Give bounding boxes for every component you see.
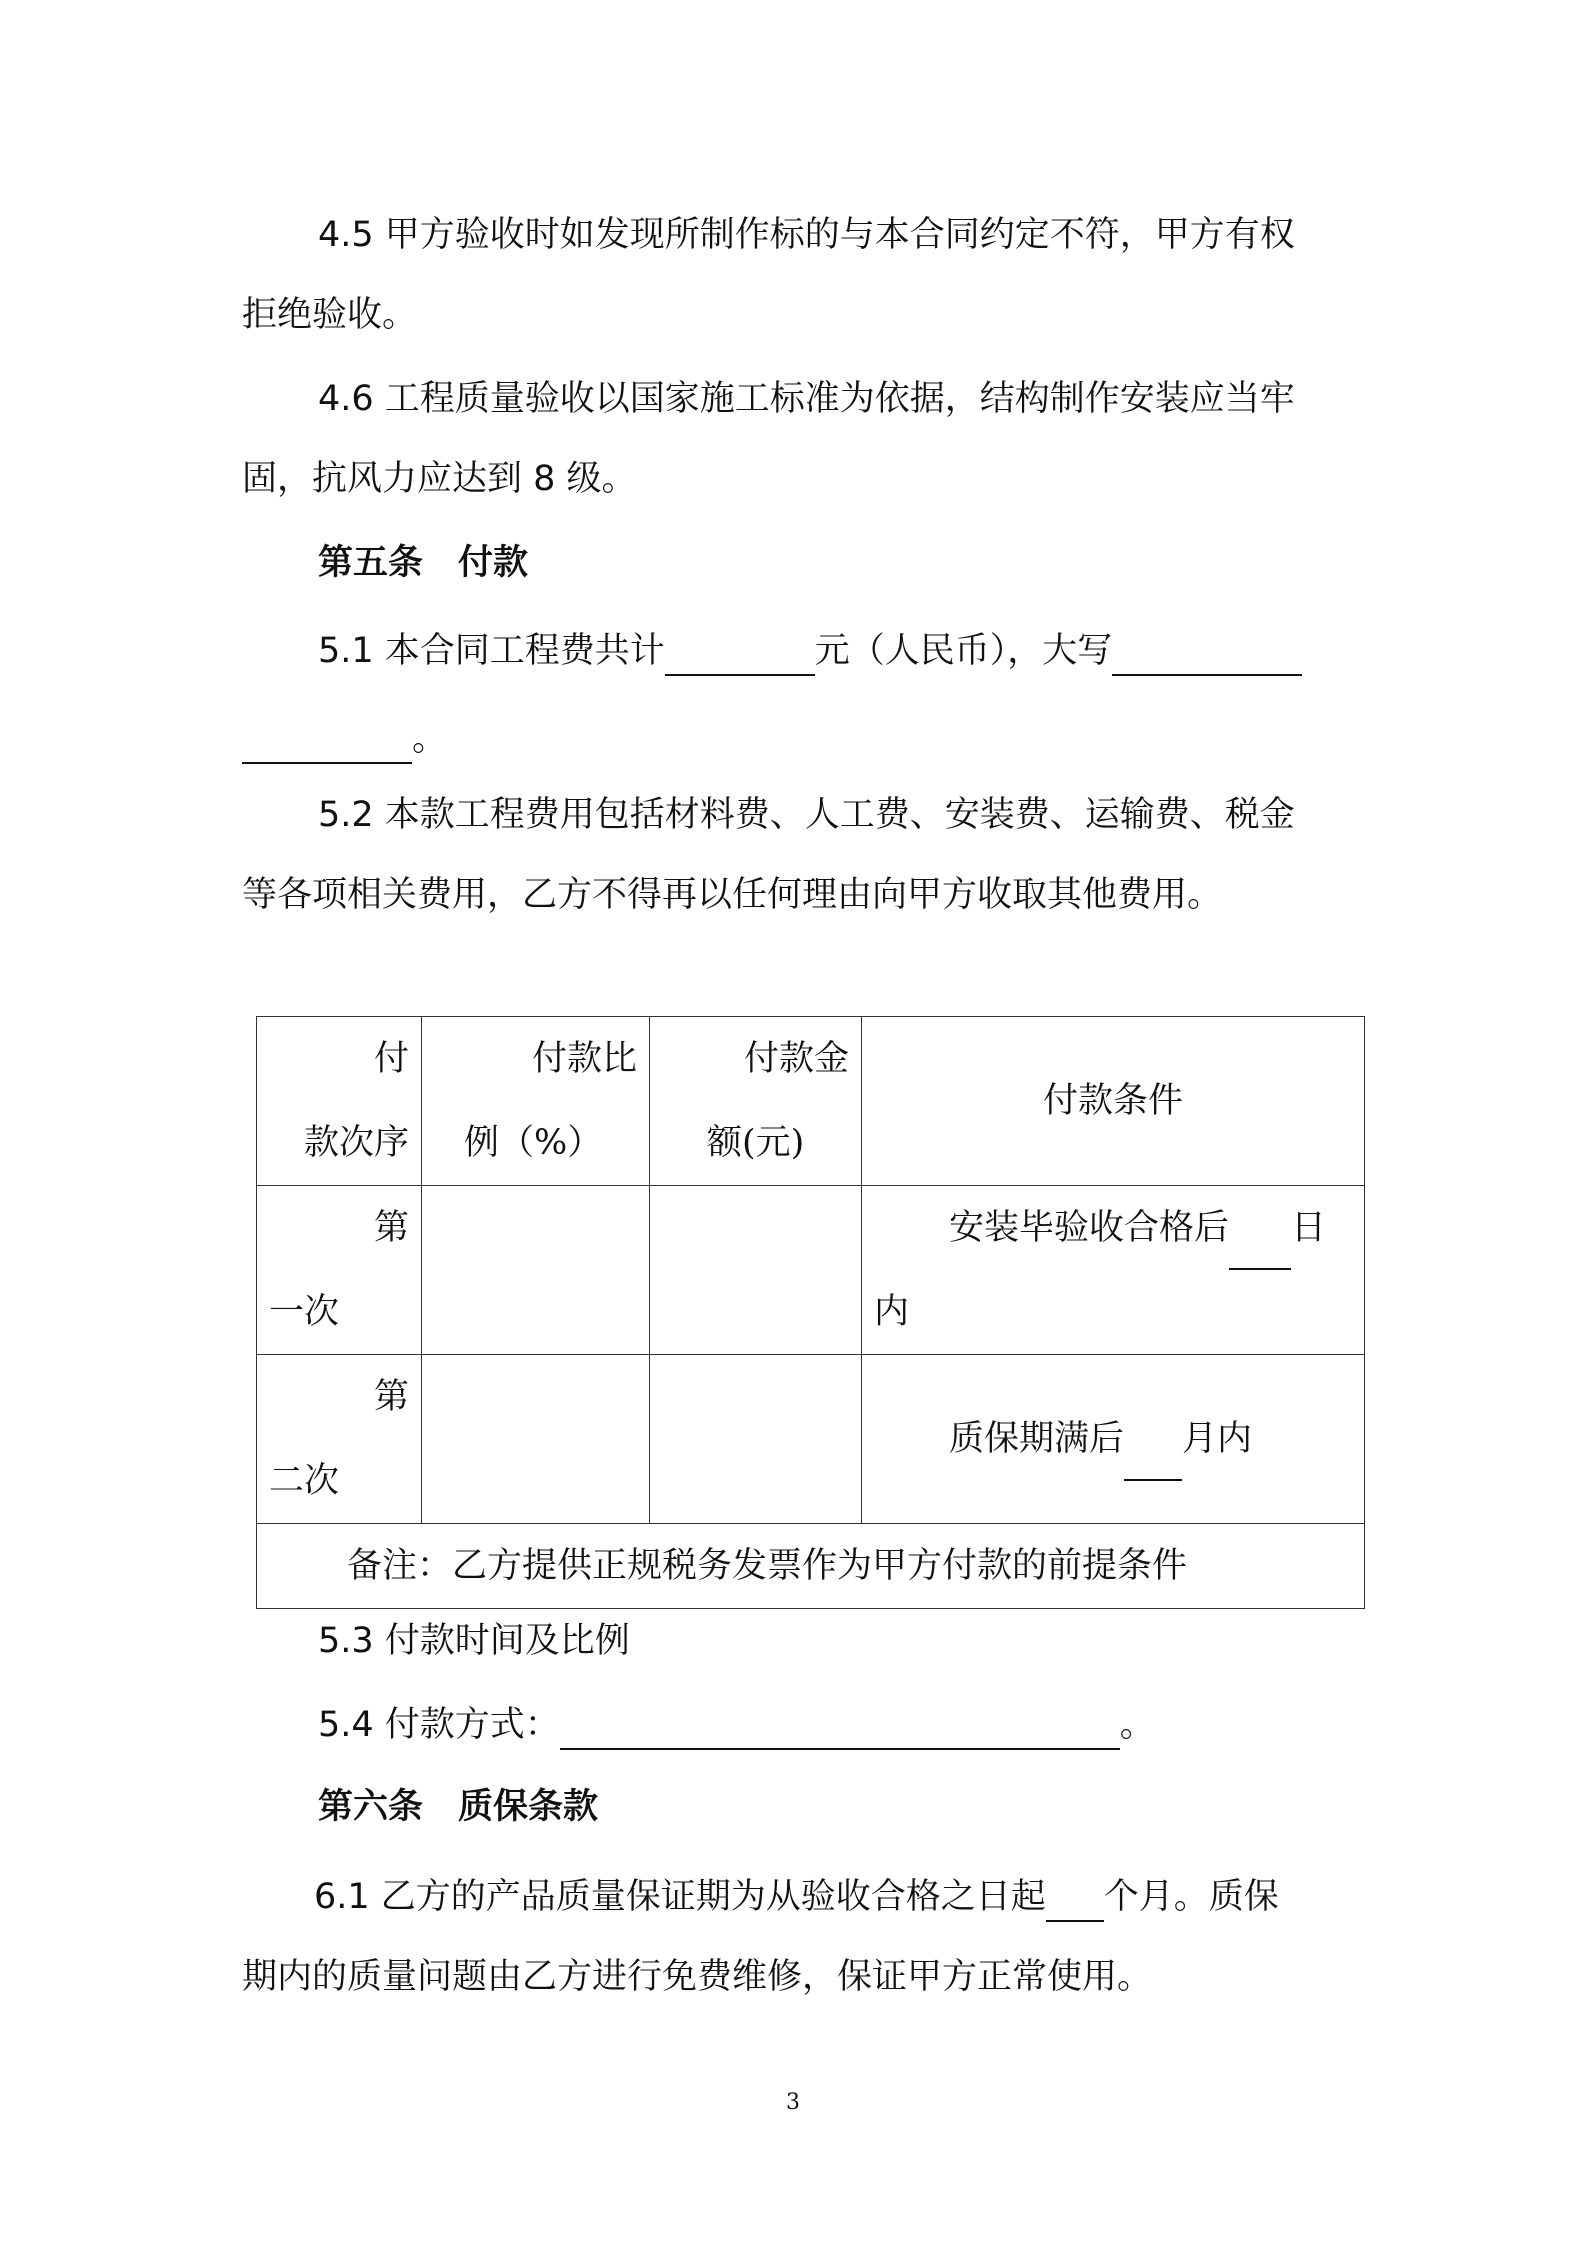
clause-5-4: [318, 1700, 1155, 1750]
clause-6-1-line1: [314, 1872, 1279, 1922]
clause-4-6-line1: 4.6 工程质量验收以国家施工标准为依据，结构制作安装应当牢: [318, 379, 1295, 419]
row1-cond-line1: [874, 1186, 1352, 1270]
row2-seq-a: 第: [373, 1377, 409, 1417]
row2-ratio-cell[interactable]: [422, 1355, 650, 1524]
row1-amount-cell[interactable]: [650, 1186, 862, 1355]
clause-5-2-line2: 等各项相关费用，乙方不得再以任何理由向甲方收取其他费用。: [242, 875, 1223, 915]
page-number: 3: [786, 2090, 800, 2115]
clause-4-5-line2: 拒绝验收。: [242, 295, 418, 335]
amount-in-words-blank[interactable]: [1112, 636, 1302, 676]
article-6-title: 第六条 质保条款: [318, 1787, 599, 1827]
row2-months-blank[interactable]: [1124, 1441, 1182, 1481]
row1-cond-c: 内: [874, 1292, 910, 1332]
row1-cond-a: 安装毕验收合格后: [949, 1208, 1230, 1248]
clause-5-2-line1: 5.2 本款工程费用包括材料费、人工费、安装费、运输费、税金: [318, 795, 1295, 835]
row2-seq: [257, 1355, 422, 1524]
table-row: [257, 1355, 1365, 1524]
row1-seq-b: 一次: [269, 1292, 340, 1332]
row1-days-blank[interactable]: [1229, 1230, 1291, 1270]
clause-6-1-line2: 期内的质量问题由乙方进行免费维修，保证甲方正常使用。: [242, 1957, 1153, 1997]
row1-cond-b: 日: [1291, 1208, 1327, 1248]
header-seq: [257, 1017, 422, 1186]
clause-5-1-prefix: 5.1 本合同工程费共计: [318, 631, 665, 671]
clause-5-1-end: 。: [412, 719, 448, 759]
clause-5-4-end: 。: [1119, 1705, 1155, 1745]
clause-6-1-suffix: 个月。质保: [1103, 1877, 1279, 1917]
header-condition: 付款条件: [862, 1017, 1365, 1186]
payment-table: [256, 1016, 1365, 1609]
warranty-months-blank[interactable]: [1046, 1882, 1104, 1922]
row2-cond-b: 月内: [1182, 1419, 1253, 1459]
row2-amount-cell[interactable]: [650, 1355, 862, 1524]
table-note: 备注：乙方提供正规税务发票作为甲方付款的前提条件: [257, 1524, 1365, 1609]
clause-5-1-line1: [318, 626, 1302, 676]
clause-4-5-line1: [318, 210, 1295, 260]
row2-cond-a: 质保期满后: [949, 1419, 1125, 1459]
header-ratio: [422, 1017, 650, 1186]
clause-6-1-prefix: 6.1 乙方的产品质量保证期为从验收合格之日起: [314, 1877, 1046, 1917]
payment-method-blank[interactable]: [560, 1710, 1120, 1750]
clause-5-3: 5.3 付款时间及比例: [318, 1621, 630, 1661]
row1-seq-a: 第: [373, 1208, 409, 1248]
header-amount: [650, 1017, 862, 1186]
row1-condition: [862, 1186, 1365, 1355]
header-seq-b: 款次序: [303, 1123, 409, 1163]
row1-seq: [257, 1186, 422, 1355]
row2-seq-b: 二次: [269, 1461, 340, 1501]
table-header-row: [257, 1017, 1365, 1186]
amount-in-words-blank-cont[interactable]: [242, 724, 412, 764]
row1-ratio-cell[interactable]: [422, 1186, 650, 1355]
table-row: [257, 1186, 1365, 1355]
header-amount-b: 额(元): [707, 1123, 805, 1163]
article-5-title: 第五条 付款: [318, 543, 529, 583]
header-seq-a: 付: [373, 1039, 409, 1079]
header-amount-a: 付款金: [743, 1039, 849, 1079]
header-ratio-a: 付款比: [531, 1039, 637, 1079]
clause-5-1-middle: 元（人民币），大写: [814, 631, 1113, 671]
clause-4-6-line2: 固，抗风力应达到 8 级。: [242, 459, 637, 499]
clause-4-5-number: 4.5: [318, 215, 374, 255]
clause-5-1-line2: [242, 714, 447, 764]
total-amount-blank[interactable]: [665, 636, 815, 676]
row2-condition: [862, 1355, 1365, 1524]
clause-4-5-text: 甲方验收时如发现所制作标的与本合同约定不符，甲方有权: [373, 215, 1295, 255]
header-ratio-b: 例（%）: [464, 1123, 603, 1163]
row2-cond-line1: [874, 1397, 1352, 1481]
table-note-row: [257, 1524, 1365, 1609]
clause-5-4-label: 5.4 付款方式：: [318, 1705, 560, 1745]
